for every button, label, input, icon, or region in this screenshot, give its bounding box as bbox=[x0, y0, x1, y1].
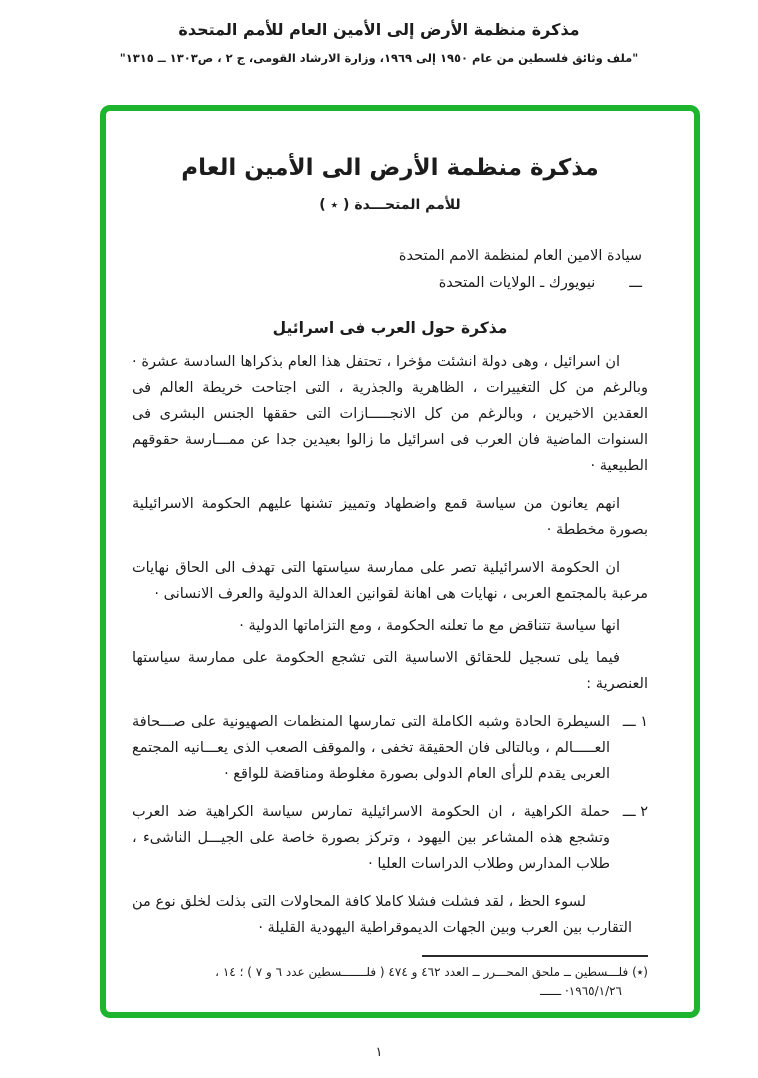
paragraph: انها سياسة تتناقض مع ما تعلنه الحكومة ، ومع التزاماتها الدولية · bbox=[239, 618, 620, 634]
numbered-item bbox=[132, 709, 648, 787]
item-marker: ٢ ـــ bbox=[622, 804, 648, 820]
paragraph: ان الحكومة الاسرائيلية تصر على ممارسة سياستها التى تهدف الى الحاق نهايات مرعبة بالمجتمع العربى ، نهايات هى اهانة لقوانين العدالة الدولية والعرف الانسانى · bbox=[132, 560, 648, 602]
paragraph: فيما يلى تسجيل للحقائق الاساسية التى تشجع الحكومة على ممارسة سياستها العنصرية : bbox=[132, 650, 648, 692]
addressee-line-2 bbox=[132, 270, 642, 297]
addressee-block bbox=[132, 243, 648, 297]
header-source-citation: "ملف وثائق فلسطين من عام ١٩٥٠ إلى ١٩٦٩، وزارة الارشاد القومى، ج ٢ ، ص١٣٠٣ ــ ١٣١٥" bbox=[119, 51, 639, 65]
addressee-city: نيويورك ـ الولايات المتحدة bbox=[438, 275, 596, 291]
header-title: مذكرة منظمة الأرض إلى الأمين العام للأمم المتحدة bbox=[178, 20, 580, 39]
document-subtitle: للأمم المتحـــدة ( ٭ ) bbox=[319, 197, 461, 213]
footnote-line-1: (٭) فلـــسطين ــ ملحق المحـــرر ــ العدد ٤٦٢ و ٤٧٤ ( فلـــــــسطين عدد ٦ و ٧ ) ؛ ١٤ ، bbox=[215, 965, 648, 979]
addressee-line-1: سيادة الامين العام لمنظمة الامم المتحدة bbox=[398, 248, 642, 264]
item-text: السيطرة الحادة وشبه الكاملة التى تمارسها المنظمات الصهيونية على صـــحافة العـــــالم ، وبالتالى فان الحقيقة تخفى ، والموقف الصعب الذى يعـــانيه المجتمع العربى يقدم للرأى العام الدولى بصورة مغلوطة ومناقضة للواقع · bbox=[132, 714, 610, 782]
item-marker: ١ ـــ bbox=[622, 714, 648, 730]
memo-title: مذكرة حول العرب فى اسرائيل bbox=[272, 319, 508, 337]
footnote-separator bbox=[422, 955, 648, 957]
paragraph: ان اسرائيل ، وهى دولة انشئت مؤخرا ، تحتفل هذا العام بذكراها السادسة عشرة · وبالرغم من كل التغييرات ، الظاهرية والجذرية ، التى اجتاحت خريطة العالم فى العقدين الاخيرين ، وبالرغم من كل الانجـــــازات التى حققها الجنس البشرى فى السنوات الماضية فان العرب فى اسرائيل ما زالوا بعيدين جدا عن ممـــارسة حقوقهم الطبيعية · bbox=[132, 354, 648, 474]
numbered-item bbox=[132, 799, 648, 877]
page-header bbox=[0, 0, 758, 65]
memo-body bbox=[132, 349, 648, 941]
green-border-frame bbox=[100, 105, 700, 1018]
document-title: مذكرة منظمة الأرض الى الأمين العام bbox=[181, 155, 599, 181]
footnote-block bbox=[132, 963, 648, 1001]
paragraph: انهم يعانون من سياسة قمع واضطهاد وتمييز تشنها عليهم الحكومة الاسرائيلية بصورة مخططة · bbox=[132, 496, 648, 538]
closing-paragraph: لسوء الحظ ، لقد فشلت فشلا كاملا كافة المحاولات التى بذلت لخلق نوع من التقارب بين العرب وبين الجهات الديموقراطية اليهودية القليلة · bbox=[132, 894, 632, 936]
addressee-dash: ـــ bbox=[629, 275, 642, 291]
item-text: حملة الكراهية ، ان الحكومة الاسرائيلية تمارس سياسة الكراهية ضد العرب وتشجع هذه المشاعر بين اليهود ، وتركز بصورة خاصة على الجيـــل الناشىء ، طلاب المدارس وطلاب الدراسات العليا · bbox=[132, 804, 610, 872]
page-number: ١ bbox=[375, 1045, 383, 1060]
footnote-line-2: ١٩٦٥/١/٢٦· ــــــ bbox=[540, 984, 622, 998]
